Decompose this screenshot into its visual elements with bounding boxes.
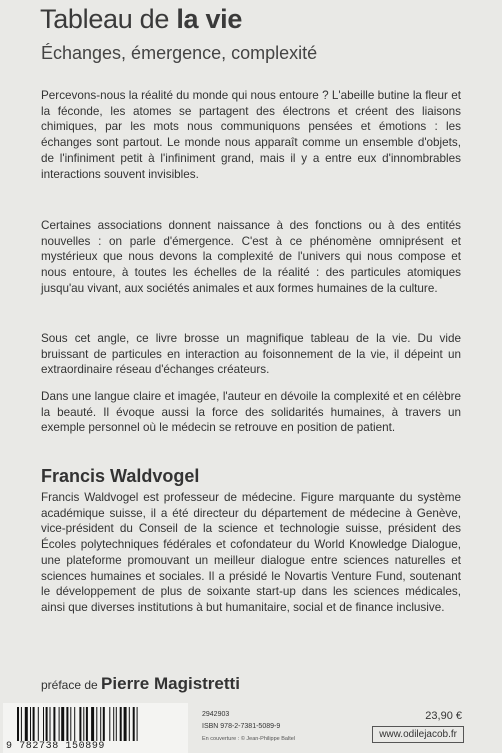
blurb-paragraph-4: Dans une langue claire et imagée, l'auteur en dévoile la complexité et en célèbre la beauté. Il évoque aussi la force des solidarités humaines, à travers un exemple personnel où le médecin se retrouve en position de patient. (41, 390, 461, 435)
barcode (3, 703, 188, 753)
barcode-bars (17, 707, 177, 741)
cover-credit: En couverture : © Jean-Philippe Baltel (202, 736, 296, 742)
preface-author: Pierre Magistretti (101, 674, 240, 693)
title-part-2: la vie (176, 4, 243, 34)
blurb-paragraph-3: Sous cet angle, ce livre brosse un magnifique tableau de la vie. Du vide bruissant de particules en interaction au foisonnement de la vie, il dépeint un extraordinaire réseau d'échanges créateurs. (41, 332, 461, 377)
book-subtitle: Échanges, émergence, complexité (41, 43, 318, 63)
publisher-website: www.odilejacob.fr (372, 726, 464, 743)
preface-prefix: préface de (41, 678, 102, 692)
price: 23,90 € (425, 710, 462, 722)
author-name: Francis Waldvogel (41, 466, 200, 486)
preface-line (41, 674, 240, 694)
title-part-1: Tableau de (40, 4, 177, 34)
author-bio: Francis Waldvogel est professeur de médecine. Figure marquante du système académique suisse, il a été directeur du département de médecine à Genève, vice-président du Conseil de la science et technologie suisse, président des Écoles polytechniques fédérales et cofondateur du World Knowledge Dialogue, une plateforme promouvant un meilleur dialogue entre sciences naturelles et sciences humaines et sociales. Il a présidé le Novartis Venture Fund, soutenant le développement de plus de soixante start-up dans les sciences médicales, ainsi que diverses institutions à but humanitaire, social et de finance inclusive. (41, 491, 461, 614)
isbn: ISBN 978-2-7381-5089-9 (202, 723, 281, 730)
book-title (40, 4, 242, 35)
blurb-paragraph-2: Certaines associations donnent naissance à des fonctions ou à des entités nouvelles : on parle d'émergence. C'est à ce phénomène omniprésent et mystérieux que nous devons la complexité de l'univers qui nous compose et nous entoure, à toutes les échelles de la réalité : des particules atomiques jusqu'au vivant, aux sociétés animales et aux formes humaines de la culture. (41, 219, 461, 295)
barcode-digits: 9 782738 150899 (6, 741, 106, 752)
blurb-paragraph-1: Percevons-nous la réalité du monde qui nous entoure ? L'abeille butine la fleur et la féconde, les atomes se partagent des électrons et créent des liaisons chimiques, par les mots nous communiquons pensées et émotions : les échanges sont partout. Le monde nous apparaît comme un ensemble d'objets, de l'infiniment petit à l'infiniment grand, mais il y a entre eux d'innombrables interactions souvent invisibles. (41, 89, 461, 181)
product-code: 2942903 (202, 711, 230, 718)
